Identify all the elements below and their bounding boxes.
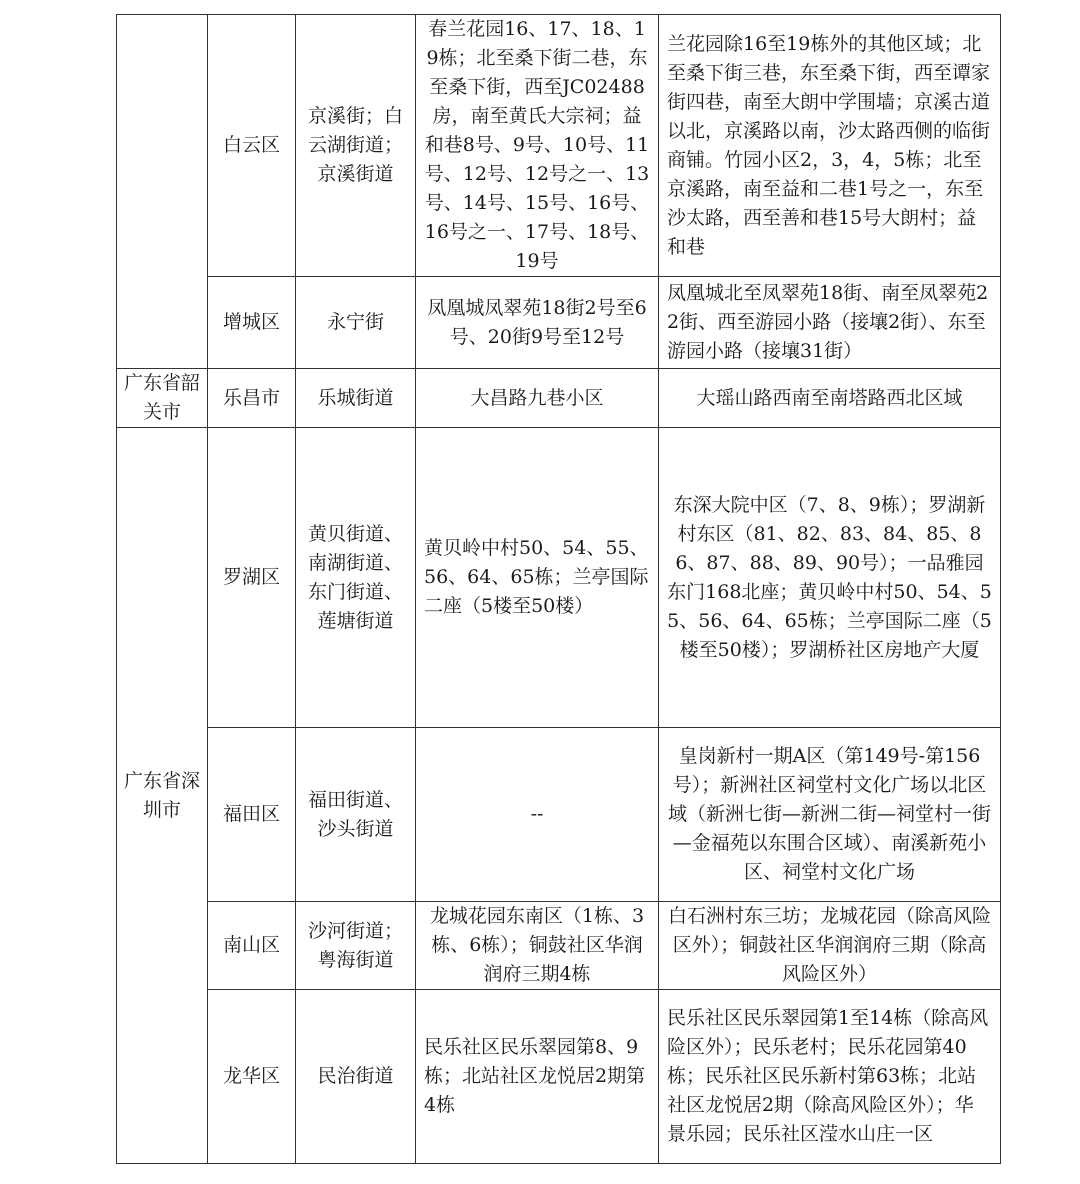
table-row bbox=[117, 15, 1001, 277]
district-cell: 增城区 bbox=[208, 277, 296, 369]
mid-risk-cell: 民乐社区民乐翠园第1至14栋（除高风险区外）；民乐老村；民乐花园第40栋；民乐社区民乐新村第63栋；北站社区龙悦居2期（除高风险区外）；华景乐园；民乐社区滢水山庄一区 bbox=[659, 990, 1001, 1164]
district-cell: 乐昌市 bbox=[208, 369, 296, 428]
district-cell: 龙华区 bbox=[208, 990, 296, 1164]
table-row bbox=[117, 990, 1001, 1164]
high-risk-cell: -- bbox=[416, 728, 659, 902]
street-cell: 福田街道、沙头街道 bbox=[296, 728, 416, 902]
street-cell: 乐城街道 bbox=[296, 369, 416, 428]
street-cell: 民治街道 bbox=[296, 990, 416, 1164]
mid-risk-cell: 凤凰城北至凤翠苑18街、南至凤翠苑22街、西至游园小路（接壤2街）、东至游园小路（接壤31街） bbox=[659, 277, 1001, 369]
mid-risk-cell: 东深大院中区（7、8、9栋）；罗湖新村东区（81、82、83、84、85、86、87、88、89、90号）；一品雅园东门168北座；黄贝岭中村50、54、55、56、64、65栋；兰亭国际二座（5楼至50楼）；罗湖桥社区房地产大厦 bbox=[659, 428, 1001, 728]
mid-risk-cell: 皇岗新村一期A区（第149号-第156号）；新洲社区祠堂村文化广场以北区域（新洲七街—新洲二街—祠堂村一街—金福苑以东围合区域）、南溪新苑小区、祠堂村文化广场 bbox=[659, 728, 1001, 902]
mid-risk-cell: 大瑶山路西南至南塔路西北区域 bbox=[659, 369, 1001, 428]
table-row bbox=[117, 728, 1001, 902]
mid-risk-cell: 兰花园除16至19栋外的其他区域；北至桑下街三巷，东至桑下街，西至谭家街四巷，南至大朗中学围墙；京溪古道以北，京溪路以南，沙太路西侧的临街商铺。竹园小区2，3，4，5栋；北至京溪路，南至益和二巷1号之一，东至沙太路，西至善和巷15号大朗村；益和巷 bbox=[659, 15, 1001, 277]
risk-area-table bbox=[116, 14, 1001, 1164]
street-cell: 沙河街道；粤海街道 bbox=[296, 902, 416, 990]
district-cell: 福田区 bbox=[208, 728, 296, 902]
province-cell: 广东省韶关市 bbox=[117, 369, 208, 428]
district-cell: 白云区 bbox=[208, 15, 296, 277]
table-row bbox=[117, 428, 1001, 728]
high-risk-cell: 龙城花园东南区（1栋、3栋、6栋）；铜鼓社区华润润府三期4栋 bbox=[416, 902, 659, 990]
street-cell: 京溪街；白云湖街道；京溪街道 bbox=[296, 15, 416, 277]
table-row bbox=[117, 277, 1001, 369]
high-risk-cell: 春兰花园16、17、18、19栋；北至桑下街二巷，东至桑下街，西至JC02488房，南至黄氏大宗祠；益和巷8号、9号、10号、11号、12号、12号之一、13号、14号、15号、16号、16号之一、17号、18号、19号 bbox=[416, 15, 659, 277]
district-cell: 罗湖区 bbox=[208, 428, 296, 728]
street-cell: 黄贝街道、南湖街道、东门街道、莲塘街道 bbox=[296, 428, 416, 728]
high-risk-cell: 大昌路九巷小区 bbox=[416, 369, 659, 428]
province-cell: 广东省深圳市 bbox=[117, 428, 208, 1164]
mid-risk-cell: 白石洲村东三坊；龙城花园（除高风险区外）；铜鼓社区华润润府三期（除高风险区外） bbox=[659, 902, 1001, 990]
province-cell bbox=[117, 15, 208, 369]
table-row bbox=[117, 902, 1001, 990]
district-cell: 南山区 bbox=[208, 902, 296, 990]
street-cell: 永宁街 bbox=[296, 277, 416, 369]
high-risk-cell: 黄贝岭中村50、54、55、56、64、65栋；兰亭国际二座（5楼至50楼） bbox=[416, 428, 659, 728]
high-risk-cell: 凤凰城凤翠苑18街2号至6号、20街9号至12号 bbox=[416, 277, 659, 369]
table-row bbox=[117, 369, 1001, 428]
high-risk-cell: 民乐社区民乐翠园第8、9栋；北站社区龙悦居2期第4栋 bbox=[416, 990, 659, 1164]
